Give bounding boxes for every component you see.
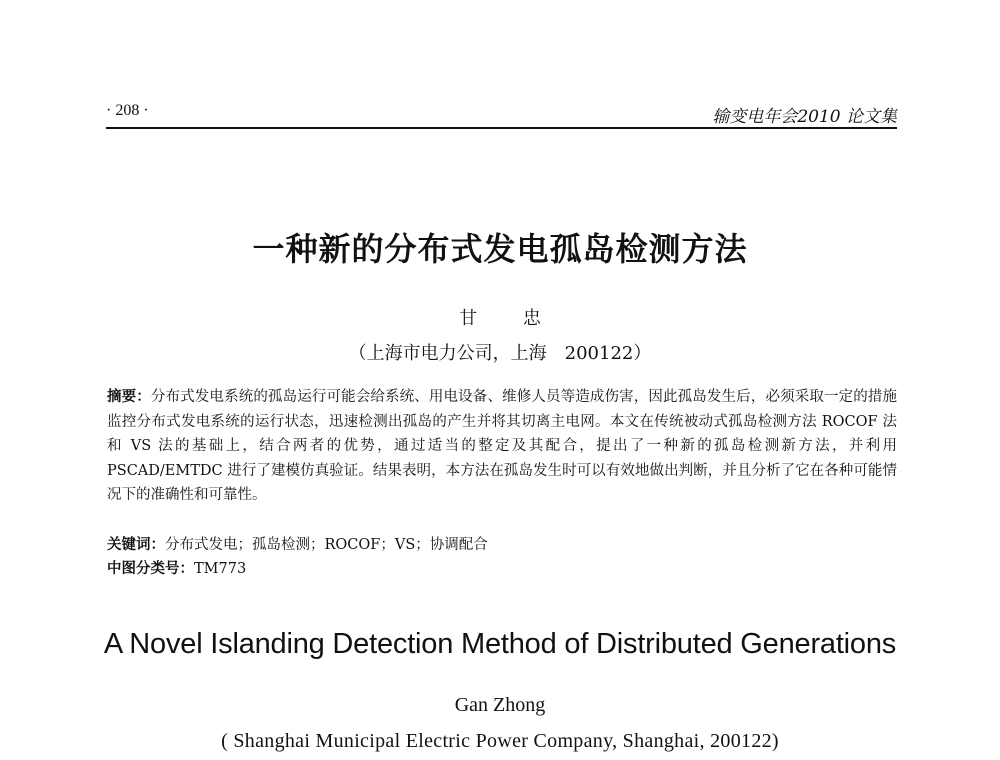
keywords-label: 关键词： <box>107 537 165 553</box>
abstract <box>107 385 897 508</box>
affiliation-english: ( Shanghai Municipal Electric Power Company, Shanghai, 200122) <box>221 730 779 752</box>
affiliation-chinese: （上海市电力公司，上海 200122） <box>348 343 652 364</box>
abstract-text: 分布式发电系统的孤岛运行可能会给系统、用电设备、维修人员等造成伤害，因此孤岛发生后，必须采取一定的措施监控分布式发电系统的运行状态，迅速检测出孤岛的产生并将其切离主电网。本文在传统被动式孤岛检测方法 ROCOF 法和 VS 法的基础上，结合两者的优势，通过适当的整定及其配合，提出了一种新的孤岛检测新方法，并利用 PSCAD/EMTDC 进行了建模仿真验证。结果表明，本方法在孤岛发生时可以有效地做出判断，并且分析了它在各种可能情况下的准确性和可靠性。 <box>107 389 898 503</box>
classification-text: TM773 <box>194 561 247 577</box>
running-head: 输变电年会2010 论文集 <box>712 107 897 127</box>
paper-title-chinese: 一种新的分布式发电孤岛检测方法 <box>252 230 748 268</box>
keywords-text: 分布式发电；孤岛检测；ROCOF；VS；协调配合 <box>165 537 488 553</box>
keywords <box>107 534 897 556</box>
author-english: Gan Zhong <box>454 694 546 716</box>
page-header <box>106 100 897 128</box>
classification-label: 中图分类号： <box>107 561 194 577</box>
header-rule <box>106 127 897 129</box>
page-number: · 208 · <box>106 102 149 119</box>
author-chinese: 甘 忠 <box>459 308 561 329</box>
paper-title-english: A Novel Islanding Detection Method of Distributed Generations <box>103 628 897 660</box>
abstract-label: 摘要： <box>107 389 151 405</box>
classification-number <box>107 558 897 580</box>
